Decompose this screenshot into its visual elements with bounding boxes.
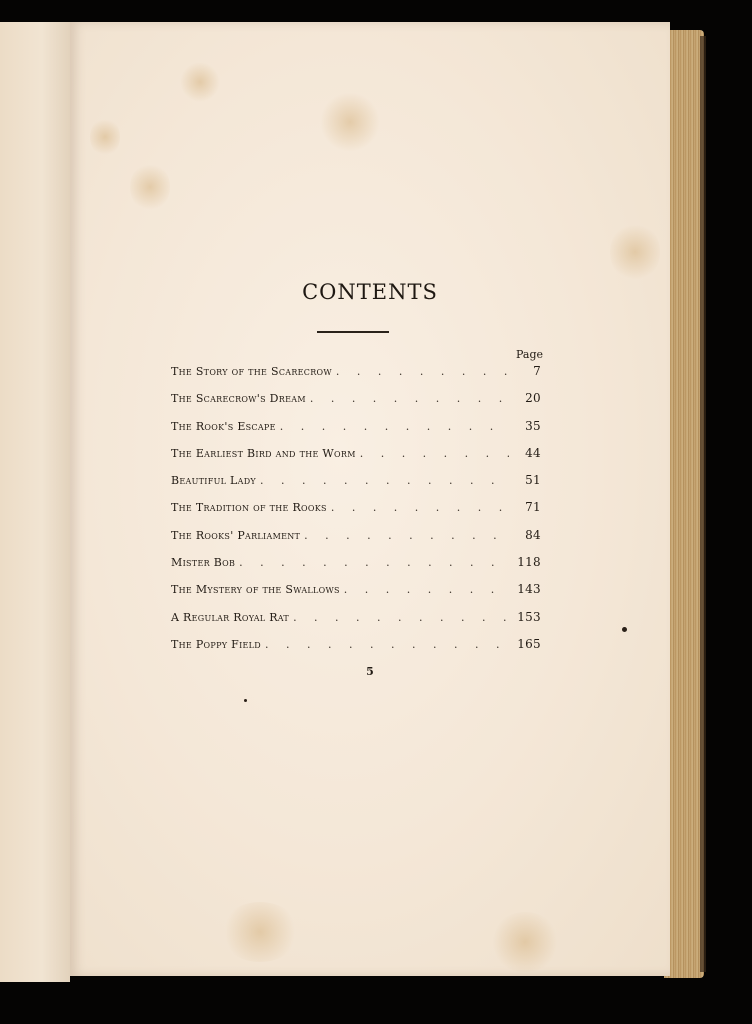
foxing-spot [610,222,660,282]
toc-entry-title: The Story of the Scarecrow [171,365,332,378]
toc-entry [171,582,541,609]
toc-entry-page: 84 [525,527,541,542]
toc-entry [171,473,541,500]
toc-entry [171,610,541,637]
dot-leader [360,447,509,460]
dot-leader [336,365,509,378]
toc-entry [171,637,541,664]
toc-entry [171,419,541,446]
edge-shadow [700,36,706,972]
toc-entry-title: The Scarecrow's Dream [171,392,306,406]
toc-entry-title: The Rook's Escape [171,419,276,433]
dot-leader [293,611,509,624]
toc-entry-page: 118 [517,555,541,570]
foxing-spot [490,912,560,972]
toc-entry-title: The Mystery of the Swallows [171,583,340,597]
foxing-spot [180,62,220,102]
table-of-contents [171,364,541,664]
contents-page [70,22,670,976]
toc-entry [171,528,541,555]
page-column-label: Page [516,348,544,361]
foxing-spot [90,117,120,157]
left-page [0,22,70,982]
toc-entry-page: 51 [525,473,541,488]
toc-entry-page: 165 [517,636,541,651]
contents-heading: CONTENTS [302,280,438,304]
foxing-spot [130,162,170,212]
page-edges [664,30,704,978]
toc-entry-page: 153 [517,609,541,624]
toc-entry-title: Beautiful Lady [171,474,257,488]
toc-entry [171,391,541,418]
dot-leader [239,556,509,569]
foxing-spot [220,902,300,962]
toc-entry-page: 44 [525,445,541,460]
toc-entry-title: The Rooks' Parliament [171,528,301,542]
foxing-spot [320,92,380,152]
ink-speck [622,627,627,632]
dot-leader [344,583,509,596]
toc-entry-title: The Tradition of the Rooks [171,501,327,515]
page-number: 5 [366,665,374,678]
toc-entry-title: A Regular Royal Rat [171,610,290,624]
dot-leader [304,529,509,542]
toc-entry-page: 71 [525,500,541,515]
toc-entry [171,446,541,473]
toc-entry-title: The Poppy Field [171,637,262,651]
toc-entry [171,500,541,527]
ink-speck [244,699,247,702]
dot-leader [265,638,509,651]
toc-entry-page: 7 [533,364,541,378]
heading-rule [317,331,389,333]
toc-entry-title: Mister Bob [171,556,236,570]
toc-entry-page: 20 [525,391,541,406]
dot-leader [280,420,509,433]
toc-entry-page: 35 [525,418,541,433]
dot-leader [260,474,509,487]
dot-leader [331,501,509,514]
toc-entry [171,555,541,582]
toc-entry [171,364,541,391]
toc-entry-title: The Earliest Bird and the Worm [171,446,356,460]
toc-entry-page: 143 [517,582,541,597]
dot-leader [310,392,509,405]
